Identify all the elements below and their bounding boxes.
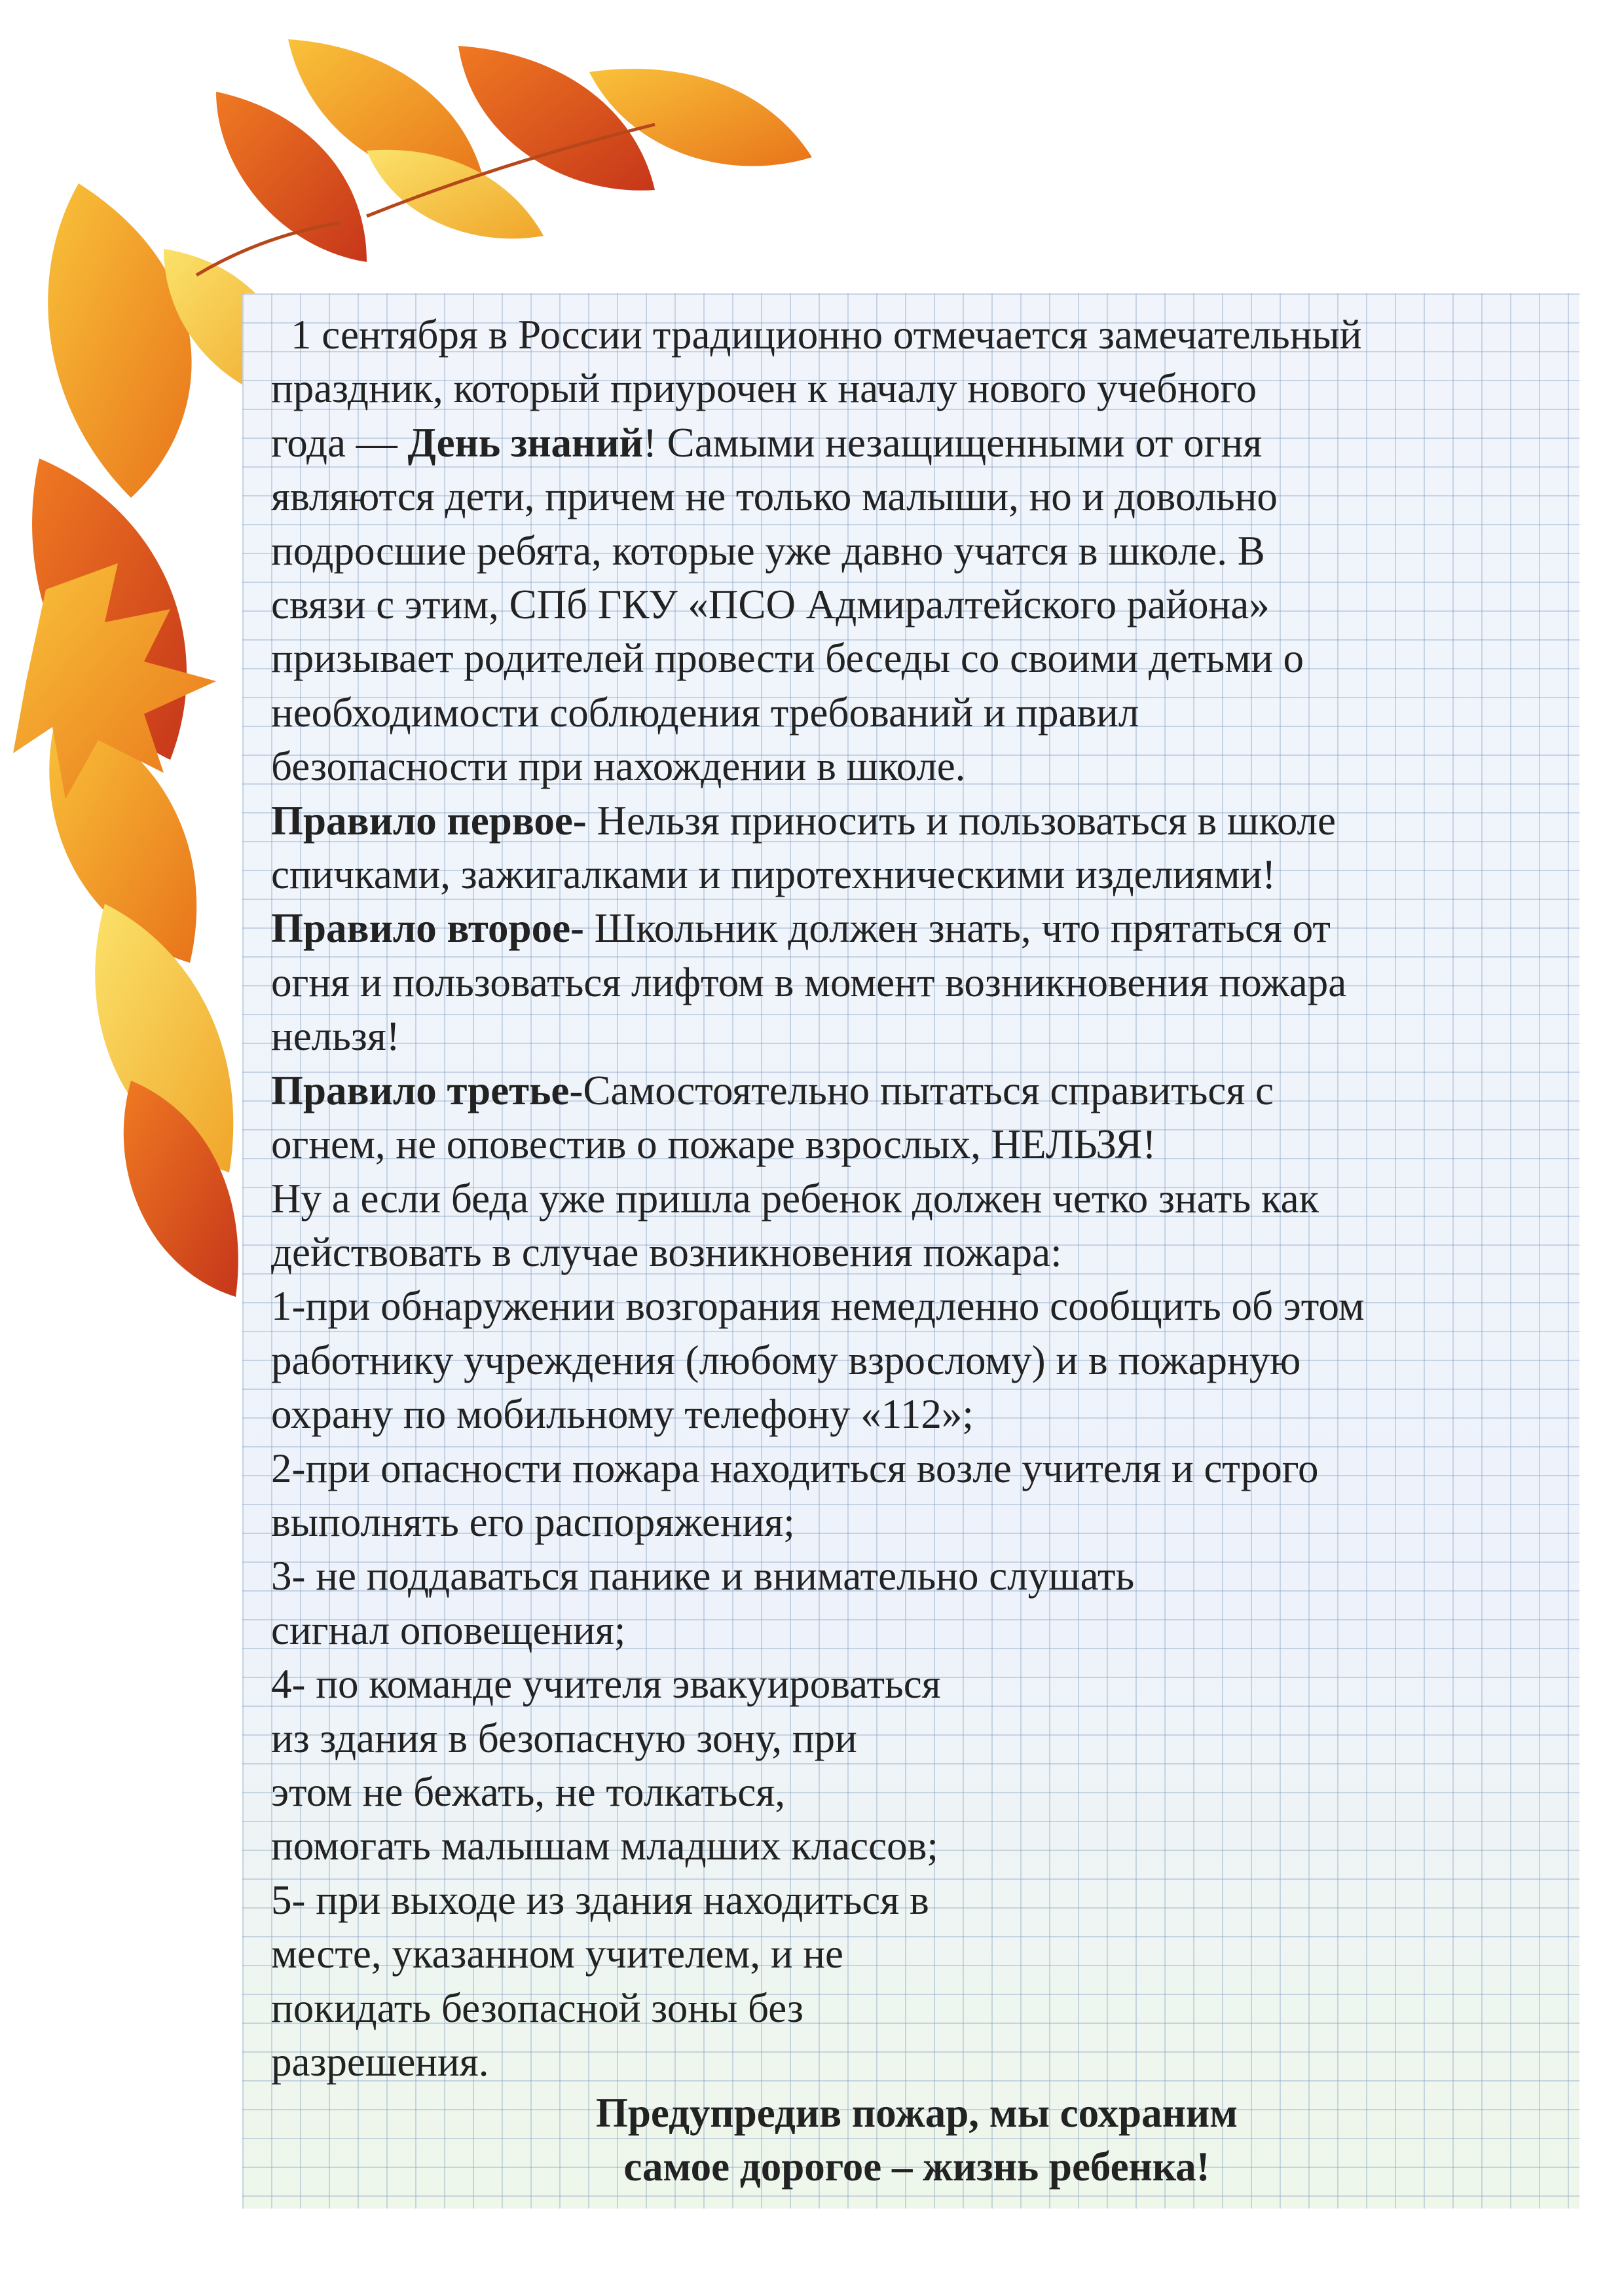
- step-line: выполнять его распоряжения;: [271, 1499, 795, 1545]
- intro-line: призывает родителей провести беседы со своими детьми о: [271, 635, 1304, 682]
- intro-line: [271, 416, 1555, 470]
- intro-text: ! Самыми незащищенными от огня: [642, 419, 1263, 466]
- step-line: месте, указанном учителем, и не: [271, 1931, 843, 1977]
- rule-line: спичками, зажигалками и пиротехническими изделиями!: [271, 851, 1276, 898]
- rule-line: огнем, не оповестив о пожаре взрослых, НЕЛЬЗЯ!: [271, 1121, 1156, 1168]
- intro-line: безопасности при нахождении в школе.: [271, 743, 966, 790]
- rule-line: [271, 794, 1555, 848]
- step-line: 4- по команде учителя эвакуироваться: [271, 1661, 941, 1707]
- step-line: 5- при выходе из здания находиться в: [271, 1876, 929, 1923]
- closing-line: самое дорогое – жизнь ребенка!: [623, 2144, 1210, 2190]
- step-line: 2-при опасности пожара находиться возле учителя и строго: [271, 1445, 1319, 1491]
- knowledge-day-title: День знаний: [407, 419, 643, 466]
- intro-line: 1 сентября в России традиционно отмечается замечательный: [291, 312, 1362, 358]
- rule-line: [271, 901, 1555, 955]
- rule-text: Нельзя приносить и пользоваться в школе: [586, 797, 1336, 844]
- rule-text: -Самостоятельно пытаться справиться с: [569, 1067, 1274, 1113]
- intro-text: года —: [271, 419, 408, 466]
- rule-line: огня и пользоваться лифтом в момент возникновения пожара: [271, 959, 1347, 1005]
- step-line: охрану по мобильному телефону «112»;: [271, 1391, 974, 1438]
- step-line: работнику учреждения (любому взрослому) и в пожарную: [271, 1337, 1301, 1383]
- step-line: сигнал оповещения;: [271, 1607, 626, 1653]
- step-line: 1-при обнаружении возгорания немедленно сообщить об этом: [271, 1283, 1365, 1330]
- intro-line: подросшие ребята, которые уже давно учатся в школе. В: [271, 527, 1265, 574]
- intro-line: необходимости соблюдения требований и правил: [271, 689, 1139, 736]
- rule-title: Правило первое-: [271, 797, 587, 844]
- intro-line: связи с этим, СПб ГКУ «ПСО Адмиралтейского района»: [271, 582, 1270, 628]
- intro-line: являются дети, причем не только малыши, но и довольно: [271, 474, 1278, 520]
- step-line: покидать безопасной зоны без: [271, 1985, 803, 2031]
- emergency-intro-line: действовать в случае возникновения пожара:: [271, 1229, 1062, 1275]
- closing-line: Предупредив пожар, мы сохраним: [595, 2090, 1238, 2136]
- step-line: помогать малышам младших классов;: [271, 1823, 938, 1869]
- rule-line: [271, 1064, 1555, 1117]
- rule-title: Правило третье: [271, 1067, 570, 1113]
- rule-line: нельзя!: [271, 1013, 400, 1060]
- rule-text: Школьник должен знать, что прятаться от: [584, 905, 1331, 952]
- step-line: из здания в безопасную зону, при: [271, 1715, 857, 1761]
- emergency-intro-line: Ну а если беда уже пришла ребенок должен четко знать как: [271, 1175, 1320, 1222]
- step-line: 3- не поддаваться панике и внимательно слушать: [271, 1553, 1135, 1599]
- rule-title: Правило второе-: [271, 905, 585, 952]
- step-line: этом не бежать, не толкаться,: [271, 1768, 786, 1815]
- intro-line: праздник, который приурочен к началу нового учебного: [271, 365, 1257, 412]
- document-body: [271, 308, 1555, 2089]
- closing-slogan: [458, 2086, 1375, 2193]
- step-line: разрешения.: [271, 2039, 489, 2085]
